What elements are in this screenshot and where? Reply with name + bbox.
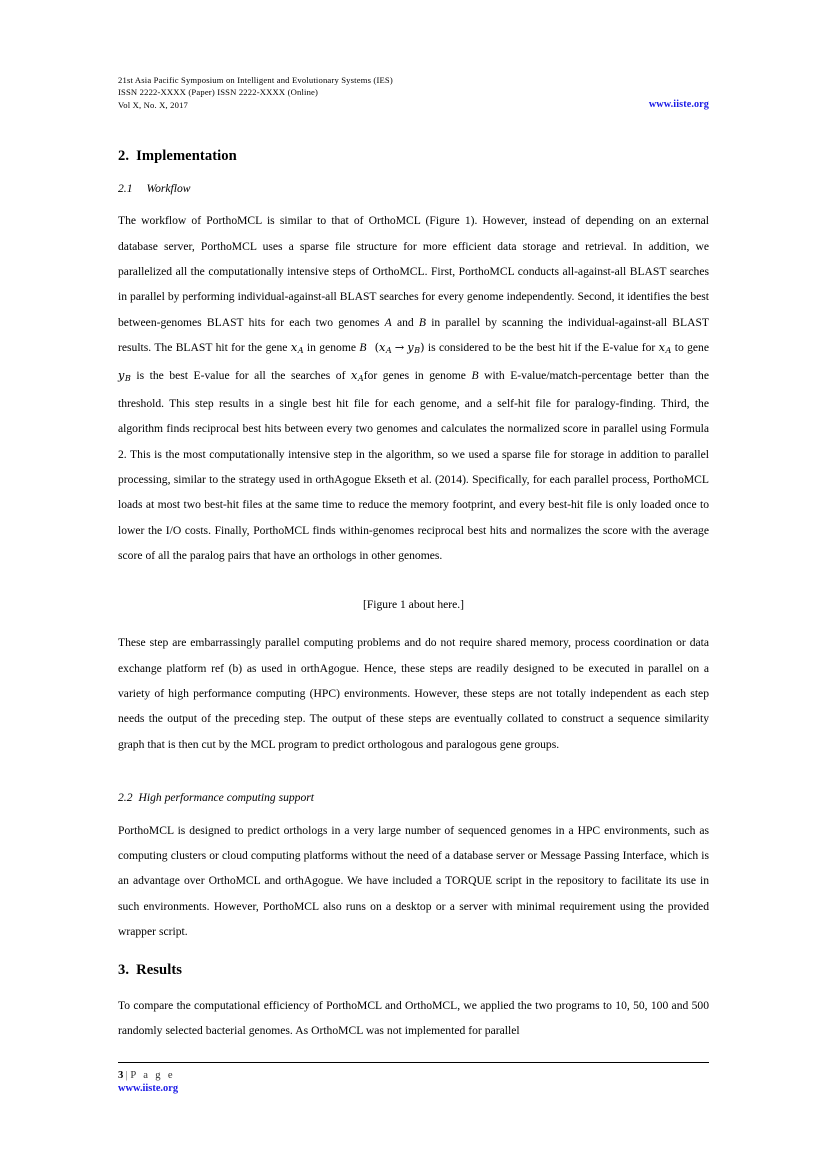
header-website-link[interactable]: www.iiste.org [648,98,709,110]
section-number-implementation: 2. [118,148,130,164]
math-gene-xa-1: $x_A$ [290,340,304,355]
subsection-title-hpc: High performance computing support [138,790,315,804]
section-heading-results [118,962,709,980]
header-issn-line: ISSN 2222-XXXX (Paper) ISSN 2222-XXXX (Online) [118,87,319,98]
workflow-text-h: with E-value/match-percentage better than the threshold. This step results in a single best hit file for each genome, and a self-hit file for paralogy-finding. Third, the algorithm finds reciprocal best hits between every two genomes and calculates the normalized score in parallel using Formula 2. This is the most computationally intensive step in the algorithm, so we used a sparse file for storage in addition to parallel processing, similar to the strategy used in orthAgogue Ekseth et al. (2014). Specifically, for each parallel process, PorthoMCL loads at most two best-hit files at the same time to reduce the memory footprint, and every best-hit file is only loaded once to lower the I/O costs. Finally, PorthoMCL finds within-genomes reciprocal best hits and normalizes the score with the average score of all the paralog pairs that have an orthologs in other genomes. [118,368,709,562]
results-spacer [118,944,709,962]
header-volume-line: Vol X, No. X, 2017 [118,99,189,110]
section-title-results: Results [136,962,183,979]
workflow-text-g: for genes in genome [363,368,472,382]
figure-placeholder-note: [Figure 1 about here.] [362,598,465,612]
paragraph-hpc-1: PorthoMCL is designed to predict orthologs in a very large number of sequenced genomes in a HPC environments, such as computing clusters or cloud computing platforms without the need of a database server or Message Passing Interface, which is an advantage over OrthoMCL and orthAgogue. We have included a TORQUE script in the repository to facilitate its use in such environments. However, PorthoMCL also runs on a desktop or a server with minimal requirement using the provided wrapper script. [118,823,709,938]
genome-variable-b: B [418,315,426,329]
paragraph-workflow-1 [118,208,709,568]
paragraph-workflow-2: These step are embarrassingly parallel computing problems and do not require shared memory, process coordination or data exchange platform ref (b) as used in orthAgogue. Hence, these steps are readily designed to be executed in parallel on a variety of high performance computing (HPC) environments. However, these steps are not totally independent as each step needs the output of the preceding step. The output of these steps are eventually collated to construct a sequence similarity graph that is then cut by the MCL program to predict orthologous and paralogous gene groups. [118,636,709,751]
footer-page-number: 3 [118,1070,124,1081]
workflow-text-b: in parallel by scanning the individual-against-all BLAST results. The BLAST hit for the gene [118,315,709,354]
workflow-text-f: is the best E-value for all the searches of [130,368,351,382]
footer-website-link[interactable]: www.iiste.org [118,1083,179,1094]
workflow-text-e: to gene [671,340,709,354]
section-number-results: 3. [118,962,130,979]
page-title [118,148,709,166]
math-mapping-xa-to-yb: $(x_A \to y_B)$ [374,340,425,355]
header-symposium-line: 21st Asia Pacific Symposium on Intelligent and Evolutionary Systems (IES) [118,75,393,85]
math-gene-yb: $y_B$ [118,368,131,383]
genome-variable-b3: B [471,368,479,382]
workflow-text-c: in genome [303,340,360,354]
genome-variable-b2: B [359,340,367,354]
math-gene-xa-3: $x_A$ [350,368,364,383]
footer-page-word: P a g e [130,1070,175,1081]
section-spacer [118,757,709,775]
subsection-number-workflow: 2.1 [118,181,133,195]
subsection-heading-workflow [118,182,709,196]
workflow-text-d: is considered to be the best hit if the E-value for [424,340,659,354]
workflow-text-and: and [391,315,419,329]
page-footer [118,1062,709,1094]
paragraph-results-1: To compare the computational efficiency of PorthoMCL and OrthoMCL, we applied the two programs to 10, 50, 100 and 500 randomly selected bacterial genomes. As OrthoMCL was not implemented for parallel [118,998,709,1038]
running-header [118,74,709,111]
footer-divider [118,1062,709,1063]
subsection-heading-hpc [118,791,709,805]
genome-variable-a: A [384,315,392,329]
subsection-title-workflow: Workflow [146,181,191,195]
document-content [118,148,709,1043]
section-title-implementation: Implementation [136,148,237,164]
math-gene-xa-2: $x_A$ [658,340,672,355]
document-page [118,0,709,1169]
workflow-text-a: The workflow of PorthoMCL is similar to that of OrthoMCL (Figure 1). However, instead of depending on an external database server, PorthoMCL uses a sparse file structure for more efficient data storage and retrieval. In addition, we parallelized all the computationally intensive steps of OrthoMCL. First, PorthoMCL conducts all-against-all BLAST searches in parallel by performing individual-against-all BLAST searches for every genome independently. Second, it identifies the best between-genomes BLAST hits for each two genomes [118,214,709,329]
header-journal-info [118,74,709,111]
footer-separator: | [125,1070,128,1081]
subsection-number-hpc: 2.2 [118,790,133,804]
page-number-block [118,1069,709,1082]
